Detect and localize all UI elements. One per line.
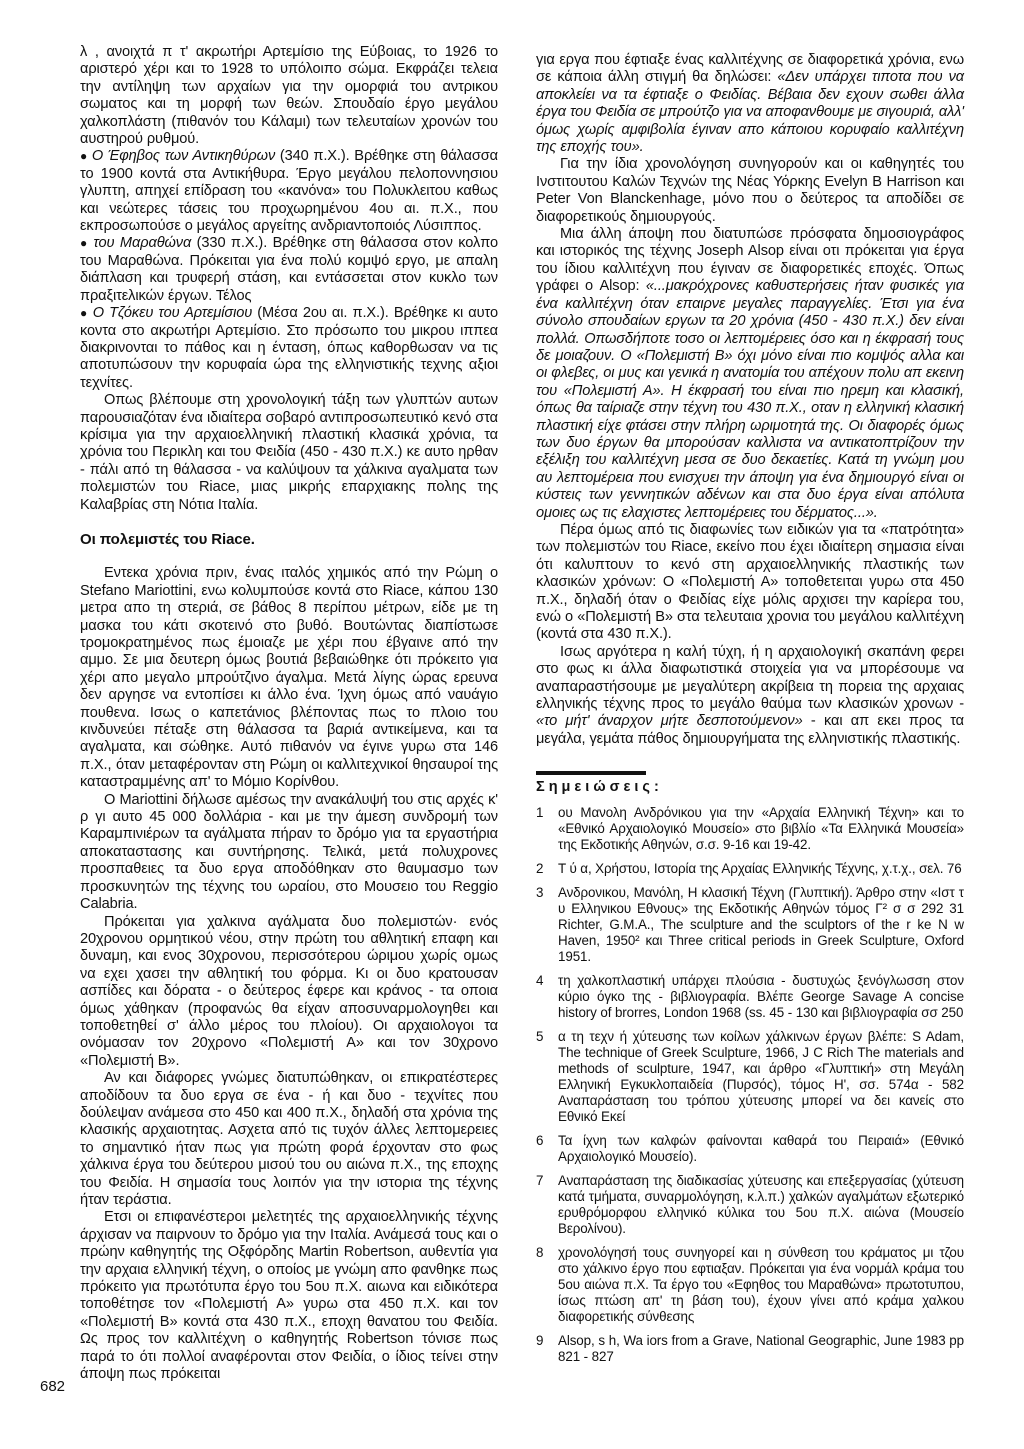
note-number: 1 xyxy=(536,804,544,820)
body-paragraph: Ετσι οι επιφανέστεροι μελετητές της αρχαιοελληνικής τέχνης άρχισαν να παιρνουν το δρόμο για την Ιταλία. Ανάμεσά τους και ο πρώην καθηγητής της Οξφόρδης Martin Robertson, αυθεντία για την αρχαια ελληνική τέχνη, ο οποίος με γνώμη απο φανθηκε πως πρόκειτο για πρωτότυπα έργο του 5ου π.Χ. αιωνα και ειδικότερα τοποθέτησε τον «Πολεμιστή Α» γυρω στα 450 π.Χ. και τον «Πολεμιστή Β» κοντά στα 430 π.Χ., εποχη θανατου του Φειδία. Ως προς τον καλλιτέχνη ο καθηγητής Robertson τόνισε πως παρά το ότι πολλοί αναφέρονται στον Φειδία, ο ίδιος τείνει στην άποψη πως πρόκειται xyxy=(80,1209,498,1383)
note-item xyxy=(536,1029,964,1125)
page-number: 682 xyxy=(40,1378,66,1395)
note-number: 6 xyxy=(536,1132,544,1148)
quote-text: «...μακρόχρονες καθυστερήσεις ήταν φυσικές για ένα καλλιτέχνη όταν επαιρνε μεγαλες παραγγελίες. Έτσι για ένα σύνολο σπουδαίων εργων τα 20 χρόνια (450 - 430 π.Χ.) δεν είναι πολλά. Οπωσδήποτε τοσο οι λεπτομέρειες όσο και η έκφρασή τους δε μοιαζουν. Ο «Πολεμιστή Β» όχι μόνο είναι πιο κομψός αλλα και οι φλεβες, οι μυς και γενικά η ανατομία του απέχουν πολυ απ εκεινη του «Πολεμιστή Α». Η έκφρασή του είναι πιο ηρεμη και κλασική, όπως θα ταίριαζε στην τέχνη του 430 π.Χ., οταν η ελληνική κλασική πλαστική είχε φτάσει στην πλήρη ωριμοτητά της. Οι διαφορές όμως των δυο έργων θα μπορούσαν καλλιστα να αντικατοπτρίζουν την εξέλιξη του καλλιτέχνη μεσα σε δυο δεκαετίες. Κατά τη γνώμη μου αυ λεπτομέρεια που ενισχυει την άποψη για ένα δημιουργό είναι οι κύστεις των γεννητικών αδένων και στα δυο έργα είναι απόλυτα ομοιες ως τις ελαχιστες λεπτομέρειες του δέρματος...». xyxy=(536,278,964,521)
note-number: 4 xyxy=(536,972,544,988)
quote-text: «το μήτ' άναρχον μήτε δεσποτούμενον» xyxy=(536,713,803,730)
note-item xyxy=(536,1245,964,1325)
note-text: Alsop, s h, Wa iors from a Grave, National Geographic, June 1983 pp 821 - 827 xyxy=(558,1332,964,1364)
notes-list xyxy=(536,805,964,1365)
paragraph-text: Μια άλλη άποψη που διατυπώσε πρόσφατα δημοσιογράφος και ιστορικός της τέχνης Joseph Alsop είναι οτι πρόκειται για έργα του ίδιου καλλιτέχνη που έγιναν σε διαφορετικές εποχές. Όπως γράφει ο Alsop: xyxy=(536,226,964,295)
note-item xyxy=(536,861,964,877)
paragraph-text: - και απ εκει προς τα μεγάλα, γεμάτα πάθος δημιουργήματα της ελληνιστικής πλαστικής. xyxy=(536,713,964,747)
list-item xyxy=(80,305,498,392)
item-text: (Μέσα 2ου αι. π.Χ.). Βρέθηκε κι αυτο κοντα στο ακρωτήρι Αρτεμίσιο. Στο πρόσωπο του μικρου ιππεα διακρινονται το πάθος και η ένταση, όπως καθορθωσαν να τις αποτυπώσουν την κορυφαία ώρα της ελληνιστικής τεχνης αξιοι τεχνίτες. xyxy=(80,305,498,391)
intro-paragraph: λ , ανοιχτά π τ' ακρωτήρι Αρτεμίσιο της Εύβοιας, το 1926 το αριστερό χέρι και το 1928 το υπόλοιπο σώμα. Εκφράζει τελεια την αντίληψη των αρχαίων για την ομορφιά του αντρικου σωματος και τη μορφή των θεών. Σπουδαίο έργο μεγάλου χαλκοπλάστη (πιθανόν του Κάλαμι) των τελευταίων χρονών του αυστηρού ρυθμού. xyxy=(80,44,498,148)
note-number: 9 xyxy=(536,1332,544,1348)
body-paragraph xyxy=(536,226,964,522)
item-title: Ο Τζόκευ του Αρτεμίσιου xyxy=(92,305,253,322)
body-paragraph: Πέρα όμως από τις διαφωνίες των ειδικών για τα «πατρότητα» των πολεμιστών του Riace, εκείνο που έχει ιδιαίτερη σημασια είναι ότι καλυπτουν το κενό στη αρχαιοελληνικής πλαστικής των κλασικών χρόνων: Ο «Πολεμιστή Α» τοποθετειται γυρω στα 450 π.Χ., δηλαδή όταν ο Φειδίας είχε μόλις αρχισει την καρίερα του, ενώ ο «Πολεμιστή Β» στα τελευταια χρονια του μεγάλου καλλιτέχνη (κοντά στα 430 π.Χ.). xyxy=(536,521,964,643)
note-item xyxy=(536,805,964,853)
note-item xyxy=(536,1173,964,1237)
note-item xyxy=(536,1133,964,1165)
section-title: Οι πολεμιστές του Riace. xyxy=(80,530,255,548)
note-text: α τη τεχν ή χύτευσης των κοίλων χάλκινων έργων βλέπε: S Adam, The technique of Greek Sculpture, 1966, J C Rich The materials and methods of sculpture, 1947, και άρθρο «Γλυπτική» στη Μεγάλη Ελληνική Εγκυκλοπαιδεία (Πυρσός), τόμος Η', σσ. 574α - 582 Αναπαράσταση του τρόπου χύτευσης μπορεί να δει κανείς στο Εθνικό Εκεί xyxy=(558,1028,964,1124)
chronology-paragraph: Οπως βλέπουμε στη χρονολογική τάξη των γλυπτών αυτων παρουσιαζόταν ένα ιδιαίτερα σοβαρό αντιπροσωπευτικό κενό στα κρίσιμα για την αρχαιοελληνική πλαστική κλασικά χρόνια, τα χρόνια του Περικλη και του Φειδία (450 - 430 π.Χ.) κε αυτο ηρθαν - πάλι από τη θάλασσα - να καλύψουν τα χάλκινα αγαλματα των πολεμιστών του Riace, μιας μικρής επαρχιακης πολης της Καλαβρίας στη Νότια Ιταλία. xyxy=(80,392,498,513)
list-item xyxy=(80,148,498,235)
body-paragraph xyxy=(536,52,964,156)
note-item xyxy=(536,885,964,965)
body-paragraph xyxy=(536,644,964,748)
quote-text: «Δεν υπάρχει τιποτα που να αποκλείει να τα έφτιαξε ο Φειδίας. Βέβαια δεν εχουν σωθει άλλα έργα του Φειδία σε μπρούτζο για να αποφανθουμε με σιγουριά, αλλ' όμως χωρίς αμφιβολία έγιναν απο κάποιου κορυφαίο καλλιτέχνη της εποχής του». xyxy=(536,69,965,156)
body-paragraph: Πρόκειται για χαλκινα αγάλματα δυο πολεμιστών· ενός 20χρονου ορμητικού νέου, στην πρώτη του αθλητική επαφη και δυναμη, και ενος 30χρονου, περισσότερου ώριμου χωρίς ομως να εχει χασει την αθλητική του φόρμα. Κι οι δυο κρατουσαν ασπίδες και δόρατα - ο δεύτερος έφερε και κράνος - τα οποια όμως χάθηκαν (προφανώς θα είχαν αποσυναρμολογηθει και τοποθετηθεί σ' άλλο μέρος του πλοίου). Οι αρχαιολογοι τα ονόμασαν τον 20χρονο «Πολεμιστή Α» και τον 30χρονο «Πολεμιστή Β». xyxy=(80,913,498,1069)
note-number: 7 xyxy=(536,1172,544,1188)
notes-divider xyxy=(536,771,646,775)
note-text: τη χαλκοπλαστική υπάρχει πλούσια - δυστυχώς ξενόγλωσση στον κύριο όγκο της - βιβλιογραφία. Βλέπε George Savage A concise history of brorres, London 1968 (ss. 45 - 130 και βιβλιογραφία σσ 250 xyxy=(558,972,964,1020)
note-item xyxy=(536,1333,964,1365)
note-number: 2 xyxy=(536,860,544,876)
note-item xyxy=(536,973,964,1021)
note-number: 5 xyxy=(536,1028,544,1044)
note-text: Τα ίχνη των καλφών φαίνονται καθαρά του Πειραιά» (Εθνικό Αρχαιολογικό Μουσείο). xyxy=(558,1132,964,1164)
note-text: ου Μανολη Ανδρόνικου για την «Αρχαία Ελληνική Τέχνη» και το «Εθνικό Αρχαιολογικό Μουσείο» στο βιβλίο «Τα Ελληνικά Μουσεία» της Εκδοτικής Αθηνών, σ.σ. 9-16 και 19-42. xyxy=(558,804,964,852)
body-paragraph: Εντεκα χρόνια πριν, ένας ιταλός χημικός από την Ρώμη ο Stefano Mariottini, ενω κολυμπούσε κοντά στο Riace, κάπου 130 μετρα απο τη στεριά, σε βάθος 8 περίπου μέτρων, είδε με τη μασκα του κάτι σκοτεινό στο βυθό. Βουτώντας διαπίστωσε τρομοκρατημένος πως έμοιαζε με χέρι που έβγαινε από την αμμο. Σε μια δευτερη όμως βουτιά βεβαιώθηκε ότι πρόκειτο για χέρι απο μεγαλο μπρούτζινο άγαλμα. Μετά λίγης ώρας ερευνα δεν αργησε να εντοπίσει κι άλλο ένα. Ίχνη όμως από ναυάγιο πουθενα. Ισως ο καπετάνιος βλέποντας πως το πλοιο του κινδυνεύει πέταξε στη θάλασσα τα βαριά αντικείμενα, και τα αγαλματα, και σώθηκε. Αυτό πιθανόν να έγινε γυρω στα 146 π.Χ., όταν μεταφέρονταν στη Ρώμη οι καλλιτεχνικοί θησαυροί της καταστραμμένης απ' το Μόμιο Κορίνθου. xyxy=(80,565,498,791)
note-text: Αναπαράσταση της διαδικασίας χύτευσης και επεξεργασίας (χύτευση κατά τμήματα, συναρμολόγηση, κ.λ.π.) χαλκών αγαλμάτων εξωτερικό ερυθρόμορφου ελληνικό κύλικα του 5ου π.Χ. αιώνα (Μουσείο Βερολίνου). xyxy=(558,1172,964,1236)
note-text: Ανδρονικου, Μανόλη, Η κλασική Τέχνη (Γλυπτική). Άρθρο στην «Ιστ τ υ Ελληνικου Εθνους» της Εκδοτικής Αθηνών τόμος Γ² σ σ 292 31 Richter, G.M.A., The sculpture and the sculptors of the r ke N w Haven, 1950² και Three critical periods in Greek Sculpture, Oxford 1951. xyxy=(558,884,964,964)
paragraph-text: για εργα που έφτιαξε ένας καλλιτέχνης σε διαφορετικά χρόνια, ενω σε κάποια άλλη στιγμή θα δηλώσει: xyxy=(536,52,964,86)
left-column xyxy=(80,44,498,1383)
body-paragraph: Ο Mariottini δήλωσε αμέσως την ανακάλυψή του στις αρχές κ' ρ γι αυτο 45 000 δολλάρια - και με την άμεση συνδρομή των Καραμπινιέρων τα αγάλματα πήραν το δρόμο για τα εργαστήρια αποκαταστασης και συντήρησης. Τελικά, μετά πολυχρονες προσπαθειες τα δυο εργα αποδόθηκαν στο θαυμασμο των προσκυνητών της τέχνης του ωραίου, στο Μουσειο του Reggio Calabria. xyxy=(80,791,498,913)
body-paragraph: Για την ίδια χρονολόγηση συνηγορούν και οι καθηγητές του Ινστιτουτου Καλών Τεχνών της Νέας Υόρκης Evelyn B Harrison και Peter Von Blanckenhage, μόνο που ο δεύτερος τα αποδίδει σε διαφορετικούς δημιουργούς. xyxy=(536,156,964,225)
notes-title: Σημειώσεις: xyxy=(536,779,663,796)
body-paragraph: Αν και διάφορες γνώμες διατυπώθηκαν, οι επικρατέστερες αποδίδουν τα δυο εργα σε ένα - ή και δυο - τεχνίτες που δούλεψαν ανάμεσα στο 450 και 400 π.Χ., δηλαδή στα χρόνια της κλασικής αρχαιοτητας. Ασχετα από τις τυχόν άλλες λεπτομερειες το σημαντικό ήταν πως για πρώτη φορά έρχονταν στο φως χάλκινα έργα του δεύτερου μισού του ου αιώνα π.Χ., της εποχης του Φειδία. Η σημασία τους λοιπόν για την ιστορια της τέχνης ήταν τεράστια. xyxy=(80,1070,498,1208)
item-title: Ο Έφηβος των Αντικηθύρων xyxy=(91,148,276,165)
paragraph-text: Ισως αργότερα η καλή τύχη, ή η αρχαιολογική σκαπάνη φερει στο φως κι άλλα διαφωτιστικά στοιχεία για να μπορέσουμε να αναπαραστήσουμε με μεγαλύτερη ακρίβεια τη πορεια της αρχαιας ελληνικής τέχνης προς το μεγάλο θαύμα των κλασικών χρονων - xyxy=(536,643,964,713)
item-text: (340 π.Χ.). Βρέθηκε στη θάλασσα το 1900 κοντά στα Αντικήθυρα. Έργο μεγάλου πελοποννησιου γλυπτη, απηχεί επίδραση του «κανόνα» του Πολυκλειτου καθως και νεώτερες τάσεις του προχωρημένου 4ου αι. π.Χ., που εκπροσωπούσε ο μεγάλος αργείτης ανδριαντοποιός Λύσιππος. xyxy=(80,148,499,235)
note-text: Τ ύ α, Χρήστου, Ιστορία της Αρχαίας Ελληνικής Τέχνης, χ.τ.χ., σελ. 76 xyxy=(558,860,962,876)
note-text: χρονολόγησή τους συνηγορεί και η σύνθεση του κράματος μι τζου στο χάλκινο έργο που εφτιαξαν. Πρόκειται για ένα νορμάλ κράμα του 5ου αιώνα π.Χ. Τα έργο του «Εφηθος του Μαραθώνα» πρωτοτυπου, ίσως πτώση απ' τη βάση του), έχουν γίνει από κράμα χαλκου διαφορετικής σύνθεσης xyxy=(558,1244,964,1324)
note-number: 3 xyxy=(536,884,544,900)
item-title: του Μαραθώνα xyxy=(93,235,192,252)
item-text: (330 π.Χ.). Βρέθηκε στη θάλασσα στον κολπο του Μαραθώνα. Πρόκειται για ένα πολύ κομψό εργο, με απαλη διάπλαση και τρυφερή στάση, και εντάσσεται στον κυκλο των πραξιτελικών έργων. Τέλος xyxy=(80,235,499,304)
list-item xyxy=(80,235,498,305)
note-number: 8 xyxy=(536,1244,544,1260)
right-column xyxy=(536,52,964,1373)
